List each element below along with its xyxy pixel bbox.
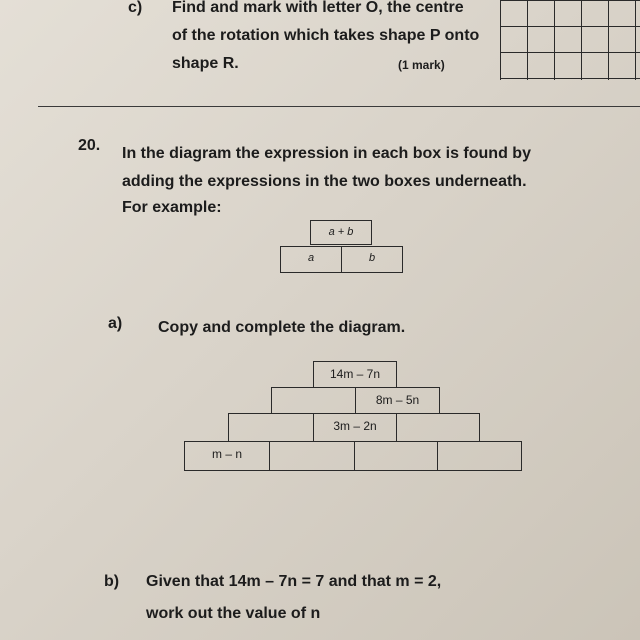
q20-line1: In the diagram the expression in each box is found by [122,145,531,162]
pyramid-row4-box3 [354,441,438,471]
answer-grid [500,0,640,80]
part-b-line1: Given that 14m – 7n = 7 and that m = 2, [146,573,442,590]
pyramid-row2-box1 [271,387,356,414]
section-divider [38,106,640,107]
pyramid-row3-box3 [396,413,480,442]
q20-line2: adding the expressions in the two boxes underneath. [122,173,527,190]
part-c-label: c) [128,0,143,16]
part-c-marks: (1 mark) [398,58,445,72]
pyramid-row4-box2 [269,441,355,471]
pyramid-row2-box2: 8m – 5n [355,387,440,414]
q20-line3: For example: [122,199,222,216]
part-a-text: Copy and complete the diagram. [158,319,406,336]
example-top-text: a + b [328,226,354,238]
question-number: 20. [78,137,101,154]
example-right-text: b [368,252,376,264]
example-left-text: a [307,252,315,264]
part-b-line2: work out the value of n [146,605,321,622]
pyramid-row4-box1: m – n [184,441,270,471]
part-c-line3: shape R. [172,55,239,72]
pyramid-row1-box1: 14m – 7n [313,361,397,388]
pyramid-row3-box1 [228,413,314,442]
example-top-box [310,220,372,245]
part-a-label: a) [108,315,123,332]
example-left-box [280,246,342,273]
part-c-line2: of the rotation which takes shape P onto [172,27,480,44]
pyramid-row3-box2: 3m – 2n [313,413,397,442]
part-b-label: b) [104,573,120,590]
example-right-box [341,246,403,273]
part-c-line1: Find and mark with letter O, the centre [172,0,464,16]
pyramid-row4-box4 [437,441,522,471]
